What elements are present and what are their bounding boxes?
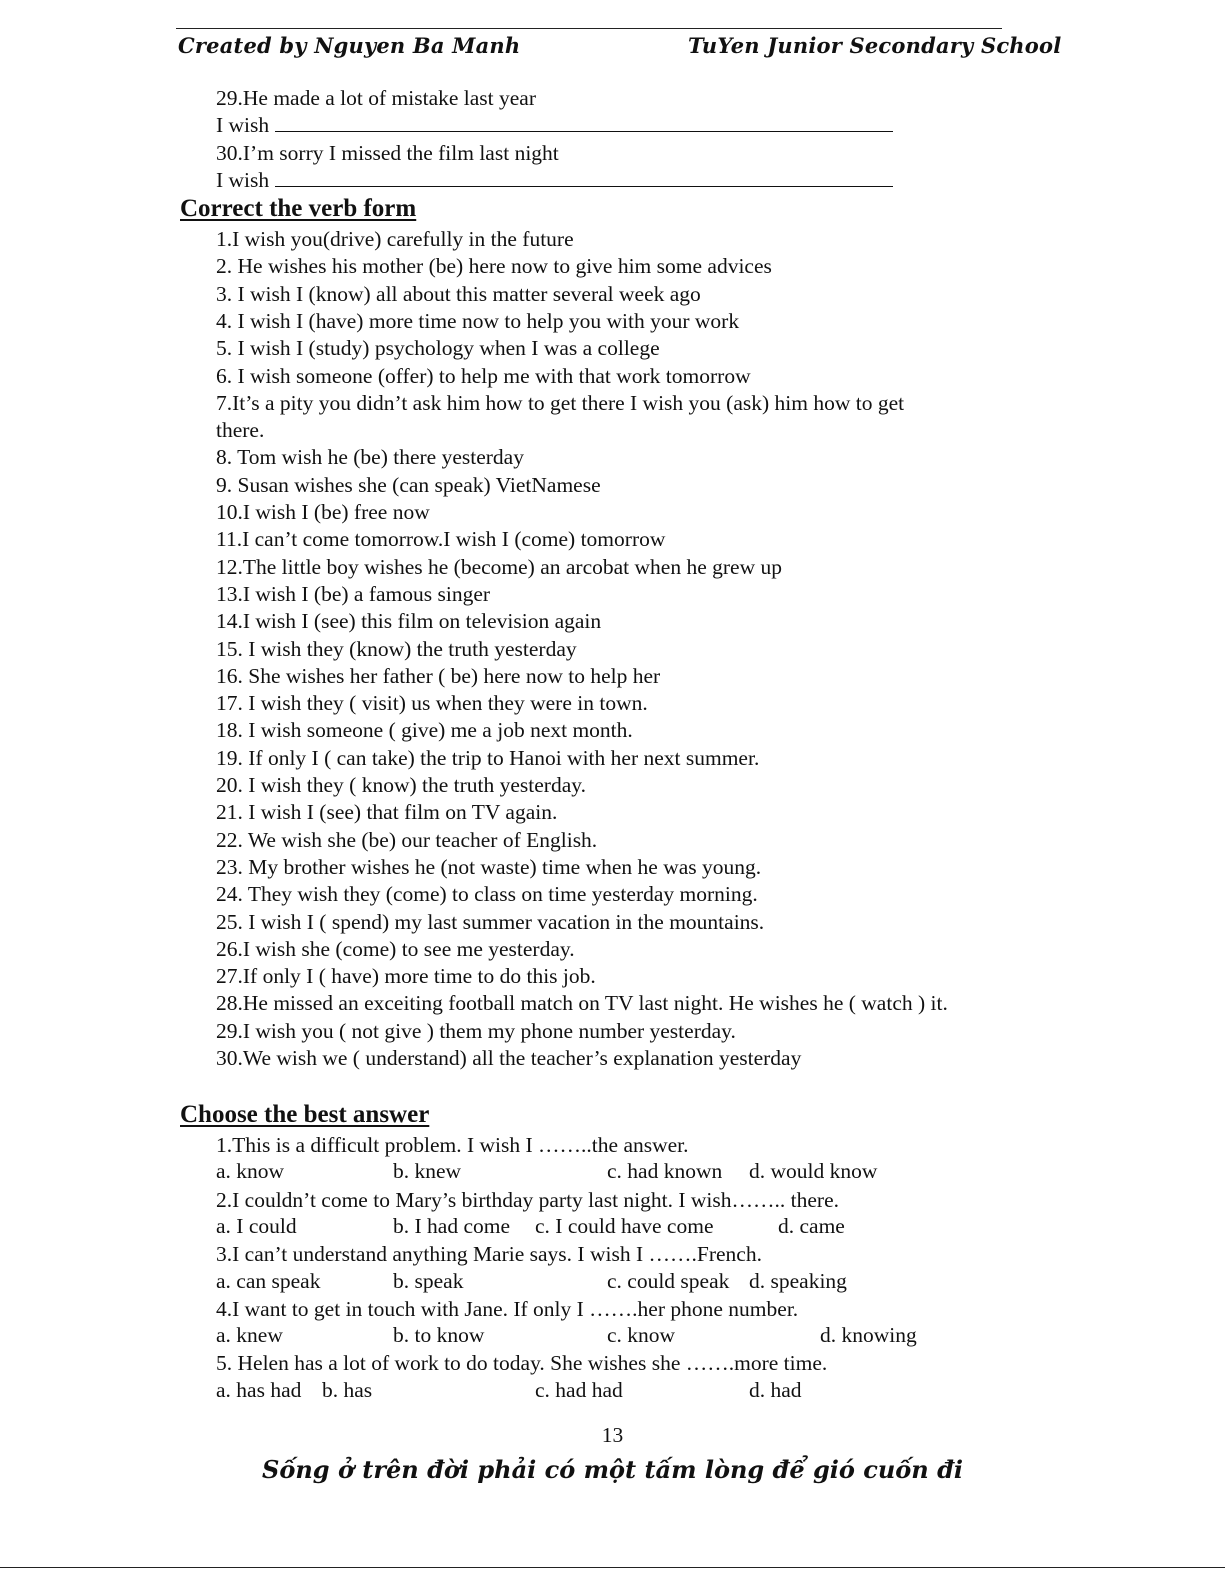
choice-option: b. has: [322, 1377, 373, 1402]
choice-option: d. speaking: [749, 1268, 847, 1293]
verb-exercise-item: 23. My brother wishes he (not waste) time when he was young.: [216, 854, 762, 879]
verb-exercise-item: 28.He missed an exceiting football match on TV last night. He wishes he ( watch ) it.: [216, 991, 948, 1016]
page-footer-motto: Sống ở trên đời phải có một tấm lòng để gió cuốn đi: [262, 1455, 963, 1484]
header-school: TuYen Junior Secondary School: [688, 33, 1062, 58]
verb-exercise-item: 12.The little boy wishes he (become) an arcobat when he grew up: [216, 554, 782, 579]
verb-exercise-item: 27.If only I ( have) more time to do this job.: [216, 964, 596, 989]
verb-exercise-item: 15. I wish they (know) the truth yesterday: [216, 636, 577, 661]
bottom-divider: [0, 1567, 1225, 1568]
page-header: [176, 28, 1062, 58]
choice-option: c. know: [607, 1323, 676, 1348]
answer-line: [216, 167, 893, 194]
verb-exercise-item: 1.I wish you(drive) carefully in the future: [216, 227, 574, 251]
verb-exercise-item: 7.It’s a pity you didn’t ask him how to get there I wish you (ask) him how to get: [216, 390, 905, 415]
verb-exercise-item: 14.I wish I (see) this film on television again: [216, 609, 602, 634]
verb-exercise-item: 2. He wishes his mother (be) here now to give him some advices: [216, 254, 772, 279]
choice-option: b. to know: [393, 1323, 485, 1348]
verb-exercise-item: 19. If only I ( can take) the trip to Hanoi with her next summer.: [216, 745, 760, 770]
choice-option: d. would know: [749, 1159, 878, 1184]
verb-exercise-item: 20. I wish they ( know) the truth yesterday.: [216, 773, 586, 797]
choice-question: 4.I want to get in touch with Jane. If only I …….her phone number.: [216, 1296, 799, 1321]
choice-option: d. knowing: [820, 1323, 917, 1348]
verb-exercise-item: 9. Susan wishes she (can speak) VietNamese: [216, 472, 601, 497]
verb-exercise-item: 29.I wish you ( not give ) them my phone number yesterday.: [216, 1018, 736, 1043]
verb-exercise-item: 26.I wish she (come) to see me yesterday.: [216, 936, 575, 961]
choice-option: c. had had: [535, 1377, 623, 1402]
verb-exercise-item: 8. Tom wish he (be) there yesterday: [216, 445, 524, 470]
choice-option: c. had known: [607, 1159, 723, 1184]
answer-blank: [275, 167, 893, 187]
choice-question: 2.I couldn’t come to Mary’s birthday party last night. I wish…….. there.: [216, 1187, 839, 1212]
choice-option: a. has had: [216, 1377, 302, 1402]
verb-exercise-item: 6. I wish someone (offer) to help me with that work tomorrow: [216, 363, 751, 388]
choice-question: 5. Helen has a lot of work to do today. She wishes she …….more time.: [216, 1351, 828, 1376]
choice-option: d. had: [749, 1377, 802, 1402]
choice-option: b. speak: [393, 1268, 464, 1293]
answer-stem: I wish: [216, 168, 270, 192]
choice-option: c. I could have come: [535, 1213, 714, 1238]
verb-exercise-item: 4. I wish I (have) more time now to help you with your work: [216, 308, 740, 333]
choice-option: d. came: [778, 1213, 845, 1238]
verb-exercise-item: 17. I wish they ( visit) us when they were in town.: [216, 691, 648, 716]
choice-option: a. can speak: [216, 1268, 321, 1293]
choice-option: a. I could: [216, 1213, 297, 1238]
exercise-prompt: 30.I’m sorry I missed the film last night: [216, 141, 559, 165]
choice-option: c. could speak: [607, 1268, 730, 1293]
verb-exercise-item: 25. I wish I ( spend) my last summer vacation in the mountains.: [216, 909, 765, 934]
answer-stem: I wish: [216, 113, 270, 137]
verb-exercise-item: 22. We wish she (be) our teacher of English.: [216, 827, 598, 852]
choice-option: b. I had come: [393, 1213, 511, 1238]
verb-exercise-item: 24. They wish they (come) to class on time yesterday morning.: [216, 882, 758, 907]
answer-line: [216, 112, 893, 139]
verb-exercise-item: 3. I wish I (know) all about this matter several week ago: [216, 281, 701, 306]
header-author: Created by Nguyen Ba Manh: [178, 33, 521, 58]
verb-exercise-item: 5. I wish I (study) psychology when I was a college: [216, 336, 660, 361]
choice-question: 1.This is a difficult problem. I wish I ……..the answer.: [216, 1133, 689, 1157]
verb-exercise-item: 30.We wish we ( understand) all the teacher’s explanation yesterday: [216, 1046, 802, 1070]
verb-exercise-item: 11.I can’t come tomorrow.I wish I (come) tomorrow: [216, 527, 666, 552]
section-title-choose: Choose the best answer: [180, 1101, 430, 1128]
exercise-prompt: 29.He made a lot of mistake last year: [216, 86, 537, 110]
verb-exercise-item: 21. I wish I (see) that film on TV again.: [216, 800, 558, 825]
choice-question: 3.I can’t understand anything Marie says. I wish I …….French.: [216, 1242, 762, 1267]
choice-option: a. knew: [216, 1323, 283, 1348]
verb-exercise-item: 16. She wishes her father ( be) here now to help her: [216, 663, 661, 688]
section-title-verb: Correct the verb form: [180, 195, 417, 222]
page-number: 13: [601, 1423, 624, 1447]
verb-exercise-item: 13.I wish I (be) a famous singer: [216, 581, 491, 606]
choice-option: b. knew: [393, 1159, 462, 1184]
verb-exercise-item: 10.I wish I (be) free now: [216, 500, 430, 524]
verb-exercise-item: 18. I wish someone ( give) me a job next month.: [216, 718, 633, 743]
choice-option: a. know: [216, 1159, 285, 1184]
verb-exercise-item: there.: [216, 418, 265, 443]
answer-blank: [275, 112, 893, 132]
